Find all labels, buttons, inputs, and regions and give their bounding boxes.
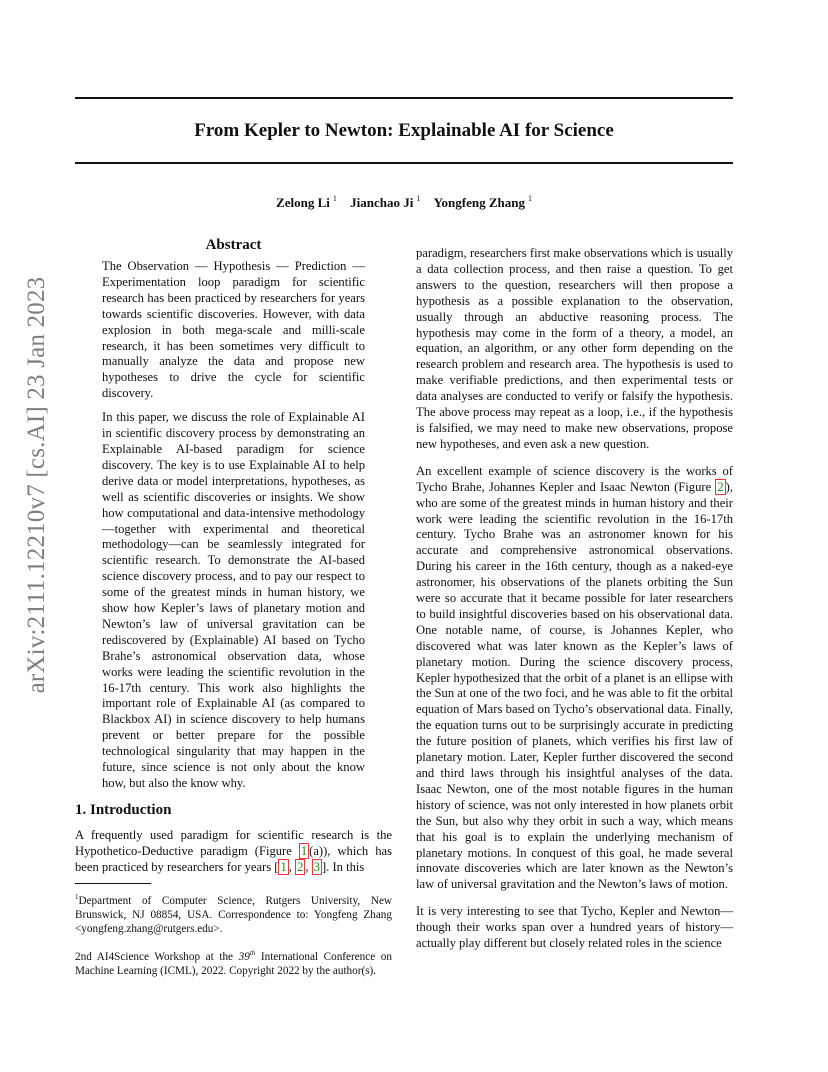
footnote-text: Department of Computer Science, Rutgers University, New Brunswick, NJ 08854, USA. Correspondence to: Yongfeng Zhang <yongfeng.zhang@rutgers.edu>. bbox=[75, 895, 392, 935]
workshop-ordinal: th bbox=[249, 949, 256, 957]
body-paragraph bbox=[416, 464, 733, 893]
author-name: Yongfeng Zhang bbox=[433, 195, 525, 210]
workshop-footnote bbox=[75, 946, 392, 978]
citation-separator: , bbox=[305, 859, 312, 874]
affiliation-mark: 1 bbox=[332, 194, 337, 203]
workshop-edition bbox=[239, 951, 256, 963]
intro-text: ]. In this bbox=[321, 859, 365, 874]
paper-title: From Kepler to Newton: Explainable AI for Science bbox=[194, 120, 614, 141]
footnote-text: 2nd AI4Science Workshop at the bbox=[75, 951, 239, 963]
author bbox=[350, 195, 420, 210]
title-top-rule bbox=[75, 97, 733, 99]
body-text: An excellent example of science discovery is the works of Tycho Brahe, Johannes Kepler and Isaac Newton (Figure bbox=[416, 463, 733, 494]
footnote-rule bbox=[75, 883, 151, 884]
intro-text: (a)), which has been practiced by researchers for years [ bbox=[75, 843, 393, 874]
affiliation-mark: 1 bbox=[527, 194, 532, 203]
citation-separator: , bbox=[288, 859, 296, 874]
abstract-paragraph: The Observation — Hypothesis — Prediction — Experimentation loop paradigm for scientific research has been practiced by researchers for years towards scientific discoveries. However, with data explosion in both mega-scale and milli-scale research, it has been sometimes very difficult to manually analyze the data and propose new hypotheses to drive the cycle for scientific discovery. bbox=[102, 259, 365, 401]
left-column bbox=[75, 235, 392, 975]
affiliation-footnote bbox=[75, 890, 392, 936]
citation-link[interactable]: 2 bbox=[297, 859, 304, 874]
author bbox=[276, 195, 337, 210]
figure-reference-link[interactable]: 1 bbox=[300, 843, 308, 858]
section-heading-introduction: 1. Introduction bbox=[75, 801, 172, 818]
right-column bbox=[416, 246, 733, 963]
footnote-area bbox=[75, 883, 392, 988]
abstract-heading: Abstract bbox=[205, 237, 262, 253]
intro-text: A frequently used paradigm for scientific research is the Hypothetico-Deductive paradigm (Figure bbox=[75, 827, 392, 858]
arxiv-identifier-stamp: arXiv:2111.12210v7 [cs.AI] 23 Jan 2023 bbox=[23, 276, 50, 694]
abstract-paragraph: In this paper, we discuss the role of Explainable AI in scientific discovery process by demonstrating an Explainable AI-based paradigm for science discovery. The key is to use Explainable AI to help derive data or model interpretations, hypotheses, as well as scientific discoveries or insights. We show how computational and data-intensive methodology—together with experimental and theoretical methodology—can be seamlessly integrated for scientific research. To demonstrate the AI-based science discovery process, and to pay our respect to some of the greatest minds in human history, we show how Kepler’s laws of planetary motion and Newton’s law of universal gravitation can be rediscovered by (Explainable) AI based on Tycho Brahe’s astronomical observation data, whose works were leading the scientific revolution in the 16-17th century. This work also highlights the important role of Explainable AI (as compared to Blackbox AI) in science discovery to help humans prevent or better prepare for the possible technological singularity that may happen in the future, since science is not only about the know how, but also the know why. bbox=[102, 410, 365, 790]
citation-link[interactable]: 3 bbox=[313, 859, 320, 874]
introduction-paragraph bbox=[75, 828, 392, 876]
author-name: Jianchao Ji bbox=[350, 195, 414, 210]
footnote-mark: 1 bbox=[75, 893, 79, 901]
footnote-text: International Conference on Machine Learning (ICML), 2022. Copyright 2022 by the author(s). bbox=[75, 951, 392, 977]
title-bottom-rule bbox=[75, 162, 733, 164]
author bbox=[434, 195, 532, 210]
body-paragraph: paradigm, researchers first make observations which is usually a data collection process, and then raise a question. To get answers to the question, researchers will then propose a hypothesis as a possible explanation to the observation, usually through an abductive reasoning process. The hypothesis may come in the form of a theory, a model, an equation, an algorithm, or any other form depending on the research problem and research area. The hypothesis is used to make verifiable predictions, and then experimental tests or data analyses are conducted to verify or falsify the hypothesis. The above process may repeat as a loop, i.e., if the hypothesis is falsified, we may need to make new observations, propose new hypotheses, and even ask a new question. bbox=[416, 246, 733, 451]
author-name: Zelong Li bbox=[276, 195, 330, 210]
affiliation-mark: 1 bbox=[416, 194, 421, 203]
workshop-number: 39 bbox=[238, 951, 250, 963]
figure-reference-link[interactable]: 2 bbox=[717, 479, 724, 494]
body-text: ), who are some of the greatest minds in human history and their work were leading the scientific revolution in the 16-17th century. Tycho Brahe was an astronomer known for his accurate and comprehensive astronomical observations. During his career in the 16th century, though as a naked-eye astronomer, his observations of the planets orbiting the Sun were so accurate that it became possible for later researchers to build insightful discoveries based on his observational data. One notable name, of course, is Johannes Kepler, who discovered what was later known as the Kepler’s laws of planetary motion. During the science discovery process, Kepler hypothesized that the orbit of a planet is an ellipse with the Sun at one of the two foci, and he was able to fit the orbital equation of Mars based on Tycho’s observational data. Finally, the equation turns out to be surprisingly accurate in predicting the future position of planets, which verifies his first law of planetary motion. Later, Kepler further discovered the second and third laws through his insightful analyses of the data. Isaac Newton, one of the most notable figures in the human history of science, was not only interested in how planets orbit the Sun, but also why they orbit in such a way, which means that his goal is to explain the underlying mechanism of planetary motions. In conquest of this goal, he made several innovate discoveries which are later known as the Newton’s law of universal gravitation and the Newton’s laws of motion. bbox=[416, 479, 733, 892]
author-list bbox=[75, 191, 733, 211]
citation-link[interactable]: 1 bbox=[280, 859, 287, 874]
body-paragraph: It is very interesting to see that Tycho, Kepler and Newton—though their works span over a hundred years of history—actually play different but closely related roles in the science bbox=[416, 904, 733, 951]
